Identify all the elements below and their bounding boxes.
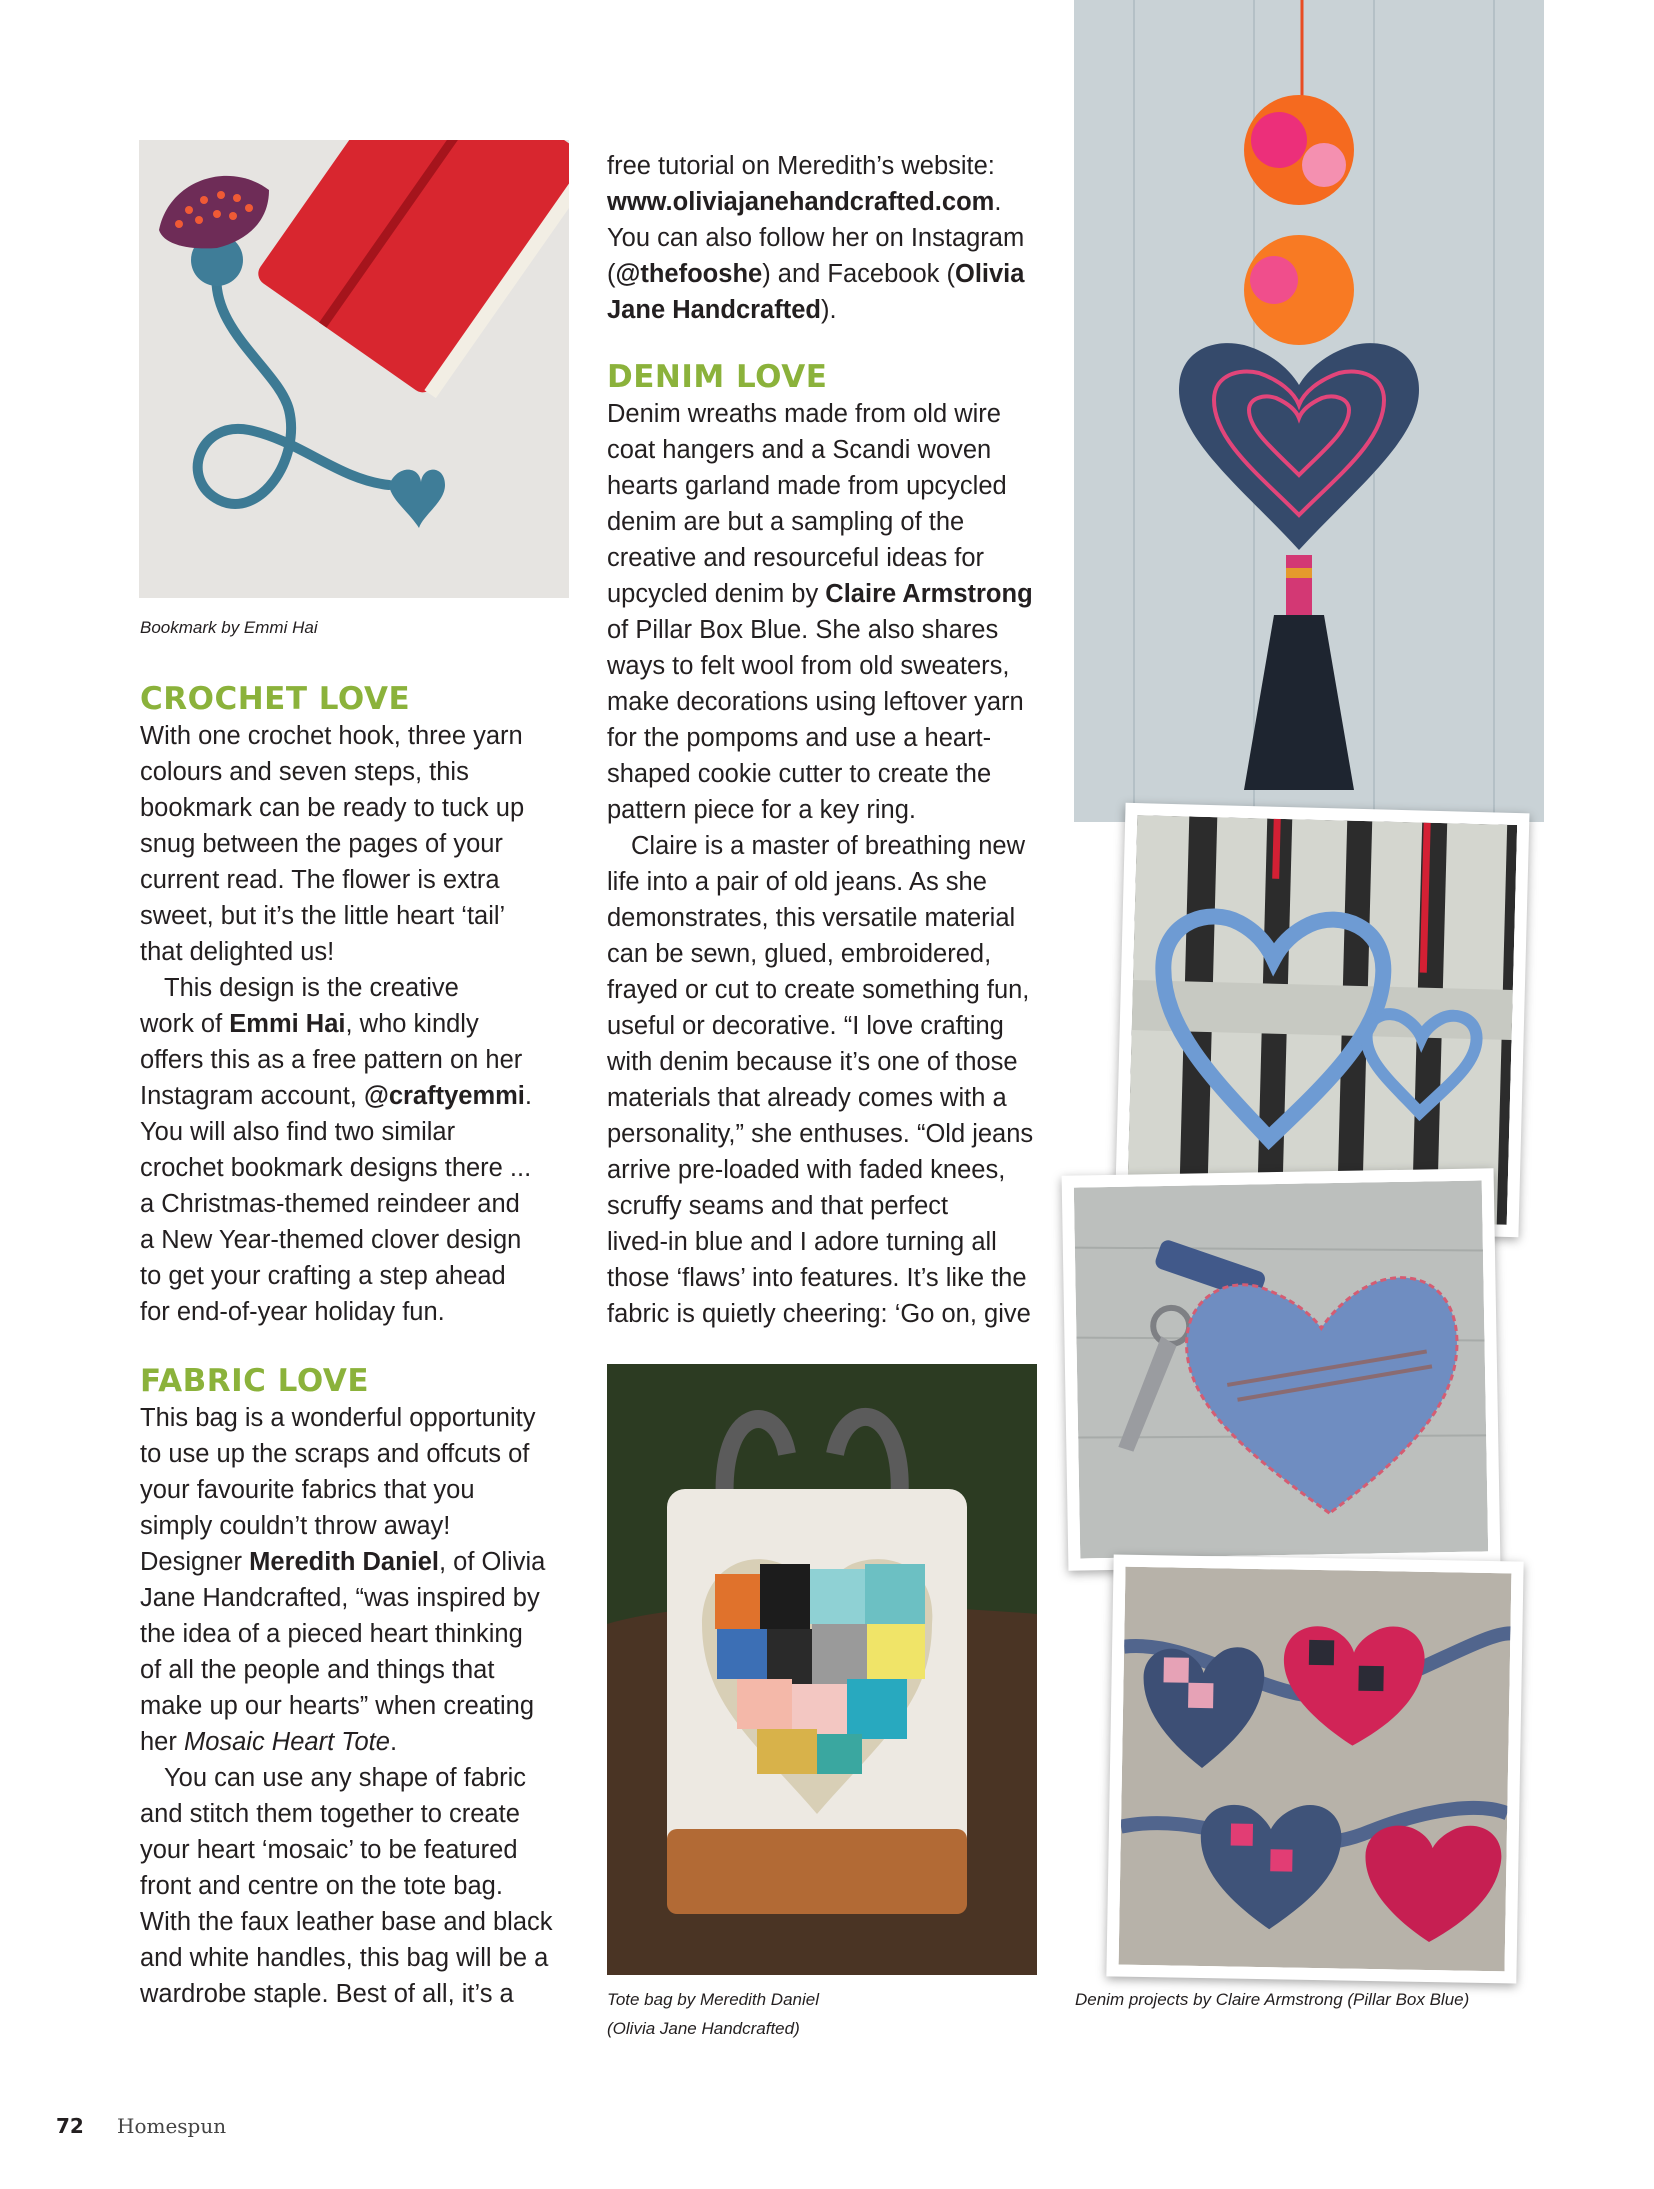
- page-number: 72: [56, 2114, 84, 2138]
- text-line: the idea of a pieced heart thinking: [140, 1620, 523, 1648]
- text-line: shaped cookie cutter to create the: [607, 760, 992, 788]
- designer-name: Meredith Daniel: [249, 1548, 440, 1576]
- text-line: a Christmas-themed reindeer and: [140, 1190, 520, 1218]
- fabric-heading: FABRIC LOVE: [140, 1363, 370, 1399]
- text-line: of Pillar Box Blue. She also shares: [607, 616, 999, 644]
- text-line: colours and seven steps, this: [140, 758, 469, 786]
- text-line: can be sewn, glued, embroidered,: [607, 940, 992, 968]
- text-line: Denim wreaths made from old wire: [607, 400, 1001, 428]
- text-line: your heart ‘mosaic’ to be featured: [140, 1836, 518, 1864]
- text-line: make up our hearts” when creating: [140, 1692, 535, 1720]
- denim-paragraph-1: [607, 396, 1052, 828]
- designer-name: Claire Armstrong: [825, 580, 1033, 608]
- designer-name: Emmi Hai: [229, 1010, 346, 1038]
- text-line: to get your crafting a step ahead: [140, 1262, 506, 1290]
- text-line: front and centre on the tote bag.: [140, 1872, 503, 1900]
- text-line: Instagram account, @craftyemmi.: [140, 1082, 532, 1110]
- tutorial-intro: [607, 148, 1047, 328]
- text-line: lived-in blue and I adore turning all: [607, 1228, 997, 1256]
- text-line: With the faux leather base and black: [140, 1908, 553, 1936]
- text-line: of all the people and things that: [140, 1656, 495, 1684]
- text-line: hearts garland made from upcycled: [607, 472, 1007, 500]
- website-link[interactable]: www.oliviajanehandcrafted.com: [607, 188, 995, 216]
- text-line: offers this as a free pattern on her: [140, 1046, 523, 1074]
- crochet-section: [140, 680, 580, 1330]
- text-line: You can use any shape of fabric: [164, 1764, 526, 1792]
- crochet-paragraph-2: [140, 970, 580, 1330]
- bookmark-caption: Bookmark by Emmi Hai: [140, 618, 318, 637]
- text-line: and stitch them together to create: [140, 1800, 520, 1828]
- text-line: You will also find two similar: [140, 1118, 456, 1146]
- text-line: With one crochet hook, three yarn: [140, 722, 523, 750]
- text-line: upcycled denim by Claire Armstrong: [607, 580, 1033, 608]
- text-line: You can also follow her on Instagram: [607, 224, 1025, 252]
- woven-hearts-garland-photo: [1106, 1554, 1523, 1983]
- magazine-name: Homespun: [117, 2114, 227, 2138]
- text-line: ways to felt wool from old sweaters,: [607, 652, 1010, 680]
- text-line: life into a pair of old jeans. As she: [607, 868, 987, 896]
- text-line: free tutorial on Meredith’s website:: [607, 152, 995, 180]
- instagram-handle: @craftyemmi: [363, 1082, 525, 1110]
- text-line: fabric is quietly cheering: ‘Go on, give: [607, 1300, 1031, 1328]
- fabric-section: [140, 1362, 580, 2012]
- caption-line: (Olivia Jane Handcrafted): [607, 2019, 800, 2038]
- crochet-paragraph-1: [140, 718, 580, 970]
- caption-line: Tote bag by Meredith Daniel: [607, 1990, 820, 2009]
- text-line: creative and resourceful ideas for: [607, 544, 985, 572]
- text-line: make decorations using leftover yarn: [607, 688, 1024, 716]
- denim-keyring-photo: [1062, 1168, 1501, 1570]
- text-line: simply couldn’t throw away!: [140, 1512, 451, 1540]
- text-line: scruffy seams and that perfect: [607, 1192, 949, 1220]
- fabric-paragraph-2: [140, 1760, 580, 2012]
- facebook-name: Olivia: [954, 260, 1025, 288]
- bookmark-photo: [139, 140, 569, 598]
- text-line: frayed or cut to create something fun,: [607, 976, 1030, 1004]
- text-line: with denim because it’s one of those: [607, 1048, 1018, 1076]
- text-line: wardrobe staple. Best of all, it’s a: [140, 1980, 514, 2008]
- heart-pompom-photo: [1074, 0, 1544, 822]
- text-line: useful or decorative. “I love crafting: [607, 1012, 1004, 1040]
- text-line: materials that already comes with a: [607, 1084, 1007, 1112]
- text-line: to use up the scraps and offcuts of: [140, 1440, 530, 1468]
- text-line: demonstrates, this versatile material: [607, 904, 1016, 932]
- text-line: pattern piece for a key ring.: [607, 796, 917, 824]
- text-line: Jane Handcrafted).: [607, 296, 837, 324]
- text-line: This bag is a wonderful opportunity: [140, 1404, 536, 1432]
- tote-bag-photo: [607, 1364, 1037, 1975]
- crochet-heading: CROCHET LOVE: [140, 681, 411, 717]
- denim-heading: DENIM LOVE: [607, 359, 828, 395]
- text-line: and white handles, this bag will be a: [140, 1944, 549, 1972]
- denim-section: [607, 358, 1052, 1332]
- text-line: her Mosaic Heart Tote.: [140, 1728, 398, 1756]
- text-line: your favourite fabrics that you: [140, 1476, 475, 1504]
- text-line: This design is the creative: [164, 974, 459, 1002]
- text-line: a New Year-themed clover design: [140, 1226, 522, 1254]
- text-line: sweet, but it’s the little heart ‘tail’: [140, 902, 506, 930]
- text-line: personality,” she enthuses. “Old jeans: [607, 1120, 1034, 1148]
- text-line: work of Emmi Hai, who kindly: [140, 1010, 479, 1038]
- text-line: bookmark can be ready to tuck up: [140, 794, 525, 822]
- text-line: that delighted us!: [140, 938, 335, 966]
- text-line: Jane Handcrafted, “was inspired by: [140, 1584, 540, 1612]
- text-line: crochet bookmark designs there ...: [140, 1154, 532, 1182]
- fabric-paragraph-1: [140, 1400, 580, 1760]
- denim-caption: Denim projects by Claire Armstrong (Pillar Box Blue): [1075, 1990, 1470, 2009]
- text-line: denim are but a sampling of the: [607, 508, 965, 536]
- text-line: current read. The flower is extra: [140, 866, 500, 894]
- text-line: for the pompoms and use a heart-: [607, 724, 992, 752]
- text-line: coat hangers and a Scandi woven: [607, 436, 992, 464]
- text-line: those ‘flaws’ into features. It’s like the: [607, 1264, 1027, 1292]
- denim-paragraph-2: [607, 828, 1052, 1332]
- text-line: Designer Meredith Daniel, of Olivia: [140, 1548, 546, 1576]
- text-line: for end-of-year holiday fun.: [140, 1298, 445, 1326]
- text-line: snug between the pages of your: [140, 830, 503, 858]
- text-line: www.oliviajanehandcrafted.com.: [607, 188, 1002, 216]
- product-name: Mosaic Heart Tote: [183, 1728, 390, 1756]
- text-line: arrive pre-loaded with faded knees,: [607, 1156, 1006, 1184]
- instagram-handle: @thefooshe: [615, 260, 763, 288]
- text-line: Claire is a master of breathing new: [631, 832, 1026, 860]
- text-line: (@thefooshe) and Facebook (Olivia: [607, 260, 1025, 288]
- tote-caption: [607, 1985, 819, 2043]
